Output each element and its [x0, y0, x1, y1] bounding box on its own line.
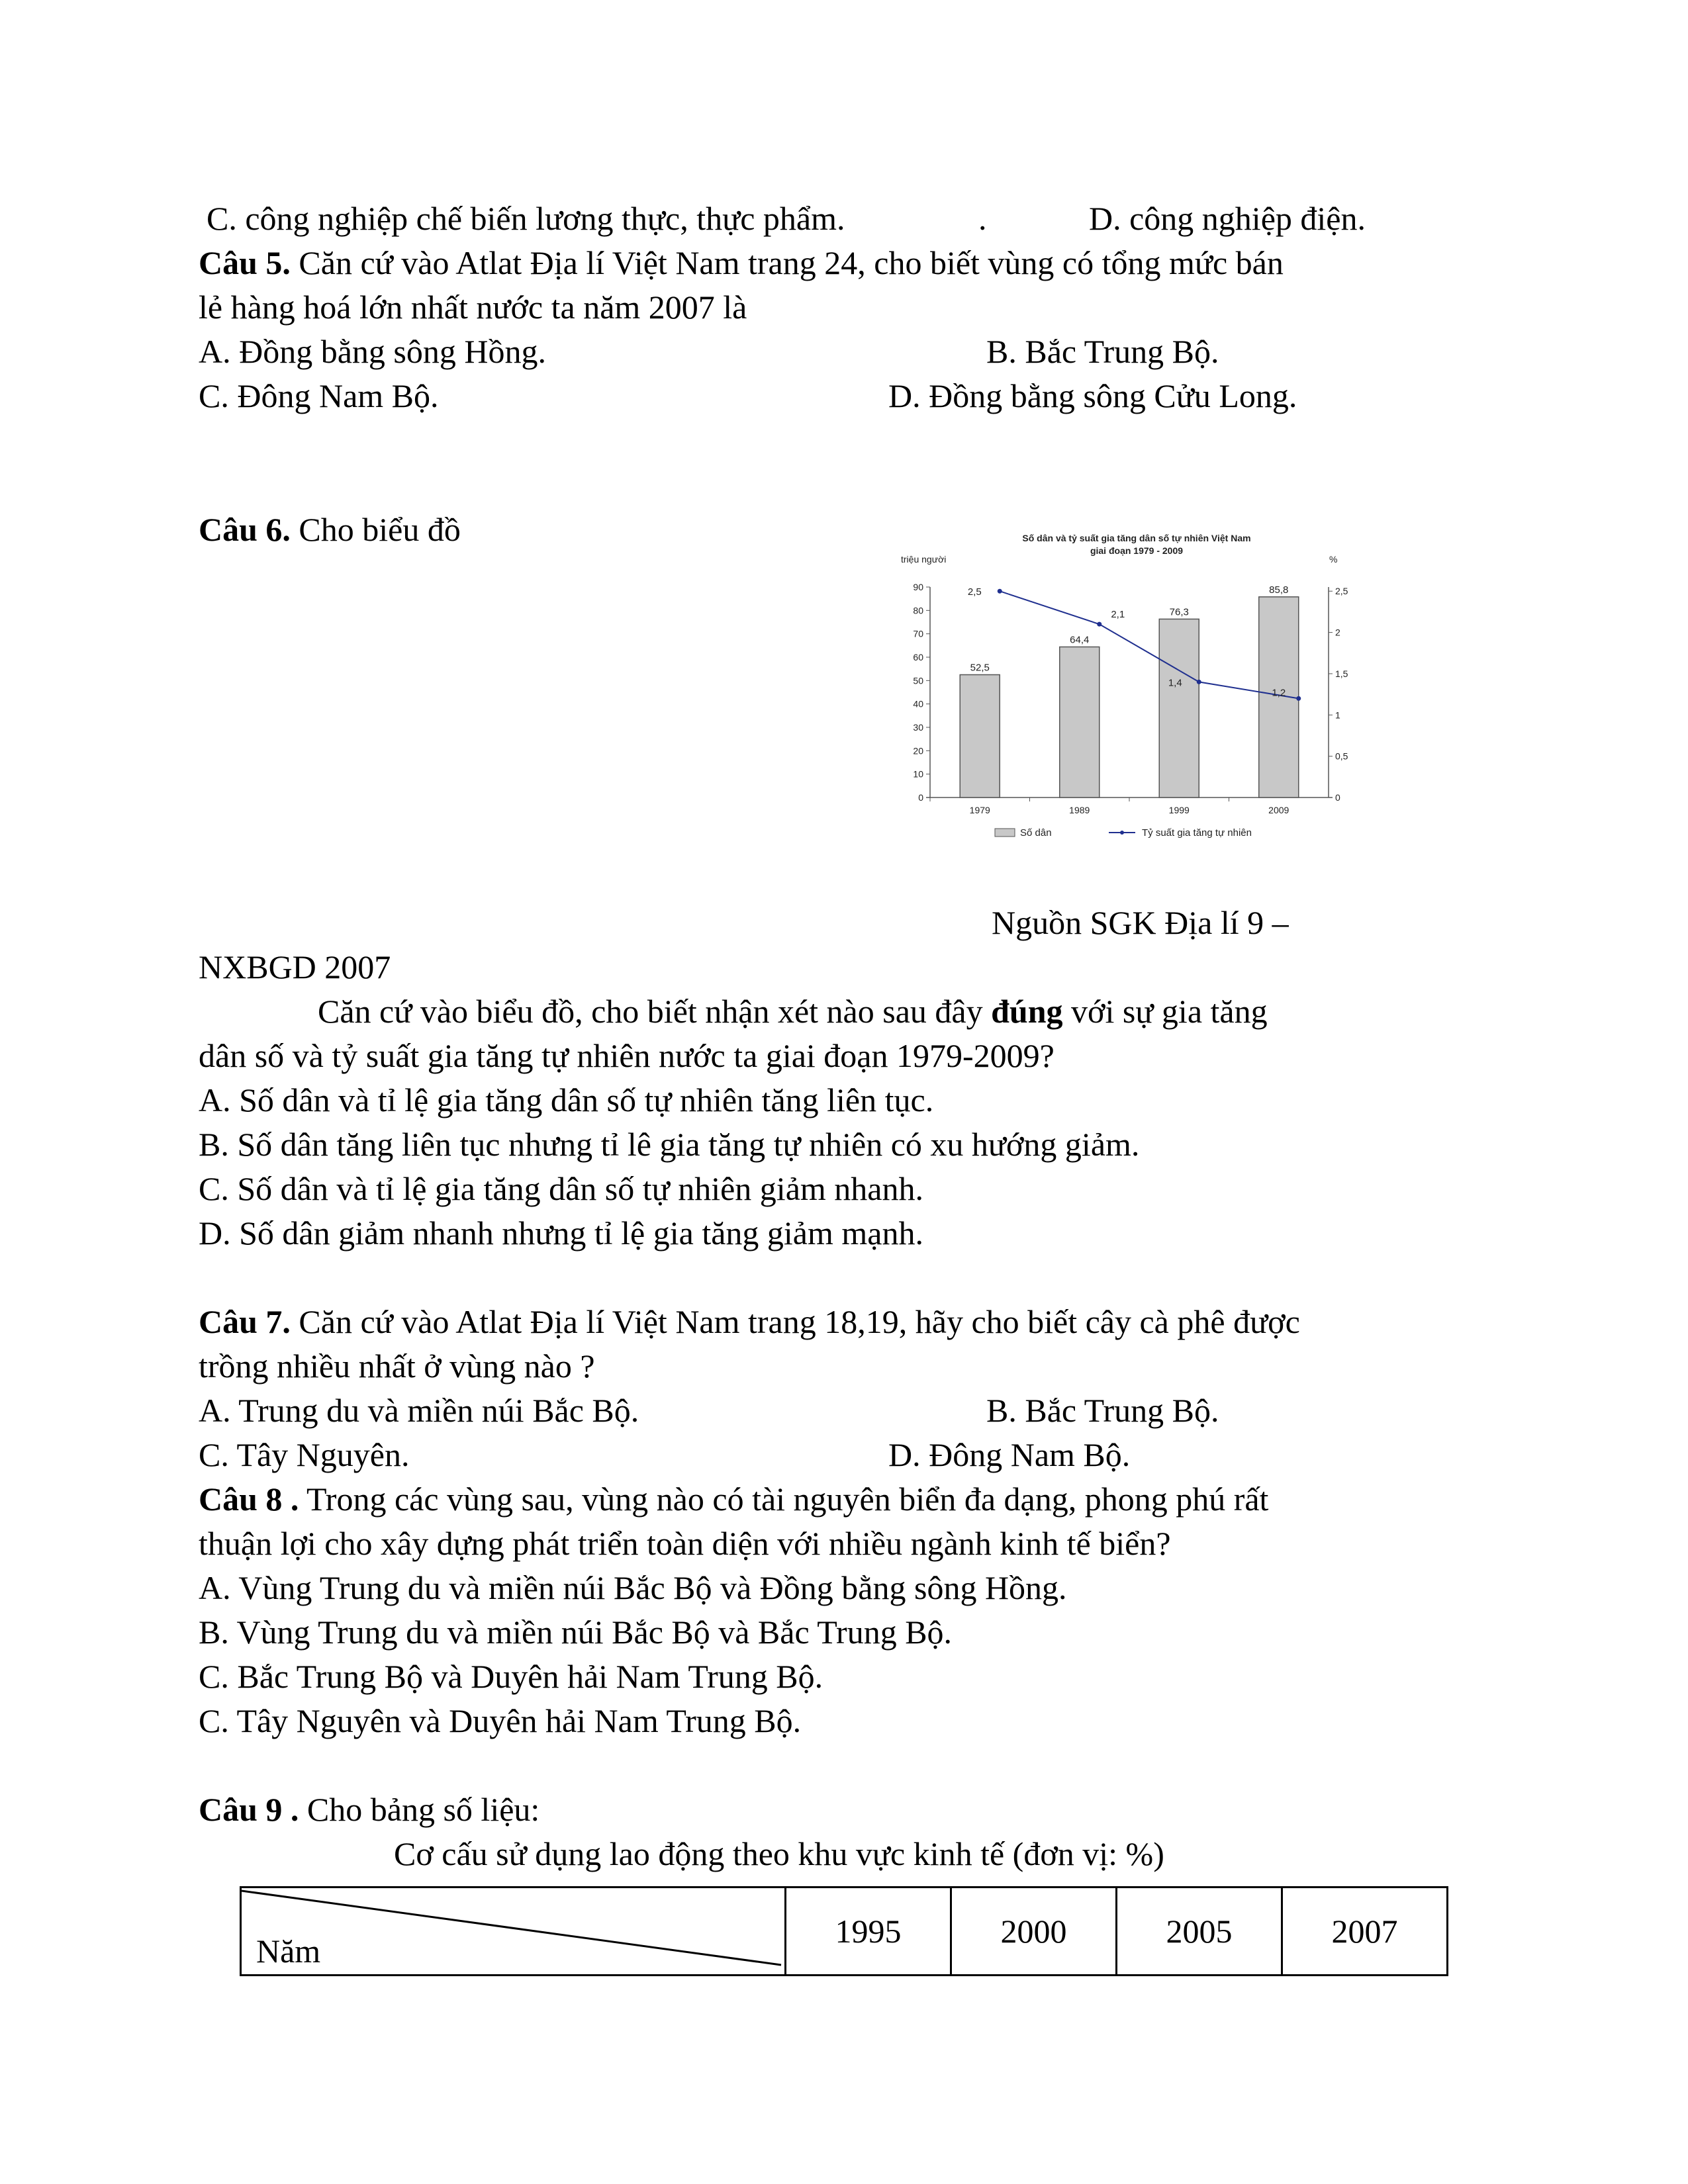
- chart-rate-line: [1000, 591, 1299, 698]
- q5-option-a: A. Đồng bằng sông Hồng.: [199, 333, 546, 370]
- legend-bar-label: Số dân: [1020, 827, 1052, 839]
- chart-xtick-label: 1979: [969, 805, 990, 815]
- q4-option-c: C. công nghiệp chế biến lương thực, thực phẩm.: [207, 200, 845, 237]
- chart-ytick-left-label: 10: [913, 768, 923, 780]
- table-diagonal: [242, 1888, 784, 1974]
- chart-ytick-left-label: 50: [913, 675, 923, 686]
- q5-option-b: B. Bắc Trung Bộ.: [986, 333, 1219, 370]
- q6-option-d: D. Số dân giảm nhanh nhưng tỉ lệ gia tăng giảm mạnh.: [199, 1214, 923, 1251]
- chart-ytick-left-label: 40: [913, 698, 923, 709]
- q5-label: Câu 5.: [199, 244, 291, 281]
- chart-rate-label: 2,1: [1111, 609, 1125, 621]
- q8-stem: Câu 8 . Trong các vùng sau, vùng nào có tài nguyên biển đa dạng, phong phú rất: [199, 1480, 1269, 1518]
- chart-ytick-right-label: 2,5: [1335, 586, 1348, 597]
- q9-table-title: Cơ cấu sử dụng lao động theo khu vực kinh tế (đơn vị: %): [394, 1835, 1164, 1872]
- chart-ytick-right-label: 0,5: [1335, 751, 1348, 762]
- table-header-year: 2005: [1117, 1888, 1282, 1976]
- chart-xtick-label: 1989: [1069, 805, 1090, 815]
- chart-rate-label: 1,2: [1272, 687, 1286, 699]
- chart-ytick-left-label: 60: [913, 652, 923, 662]
- legend-line-label: Tỷ suất gia tăng tự nhiên: [1142, 827, 1252, 839]
- q7-stem: Câu 7. Căn cứ vào Atlat Địa lí Việt Nam trang 18,19, hãy cho biết cây cà phê được: [199, 1303, 1300, 1340]
- chart-bar: [1159, 619, 1199, 797]
- q6-question-line2: dân số và tỷ suất gia tăng tự nhiên nước ta giai đoạn 1979-2009?: [199, 1037, 1055, 1074]
- chart-ylabel-left: triệu người: [901, 554, 947, 565]
- table-header-year: 1995: [786, 1888, 951, 1976]
- q8-stem-line2: thuận lợi cho xây dựng phát triển toàn diện với nhiều ngành kinh tế biển?: [199, 1525, 1171, 1562]
- chart-title: Số dân và tỷ suất gia tăng dân số tự nhiên Việt Nam: [1022, 533, 1251, 543]
- chart-ytick-left-label: 20: [913, 745, 923, 756]
- chart-ytick-left-label: 70: [913, 628, 923, 639]
- table-header-label: Năm: [256, 1933, 321, 1970]
- q6-option-c: C. Số dân và tỉ lệ gia tăng dân số tự nhiên giảm nhanh.: [199, 1170, 923, 1207]
- q6-label: Câu 6.: [199, 511, 291, 548]
- q8-option-b: B. Vùng Trung du và miền núi Bắc Bộ và Bắc Trung Bộ.: [199, 1614, 953, 1651]
- chart-ytick-right-label: 0: [1335, 792, 1340, 803]
- chart-bar-label: 85,8: [1269, 584, 1289, 596]
- table-header-row: [241, 1888, 1448, 1976]
- chart-rate-point: [998, 589, 1002, 594]
- q5-stem-line2: lẻ hàng hoá lớn nhất nước ta năm 2007 là: [199, 289, 747, 326]
- chart-ytick-left-label: 80: [913, 605, 923, 616]
- q7-label: Câu 7.: [199, 1303, 291, 1340]
- q8-option-d: C. Tây Nguyên và Duyên hải Nam Trung Bộ.: [199, 1702, 802, 1739]
- chart-xtick-label: 2009: [1268, 805, 1289, 815]
- legend-bar-swatch: [995, 829, 1015, 837]
- chart-ylabel-right: %: [1329, 554, 1338, 565]
- chart-legend: [995, 827, 1252, 839]
- chart-bar: [960, 675, 1000, 798]
- q8-option-a: A. Vùng Trung du và miền núi Bắc Bộ và Đồng bằng sông Hồng.: [199, 1569, 1067, 1606]
- q5-option-d: D. Đồng bằng sông Cửu Long.: [888, 377, 1297, 414]
- q9-stem: Câu 9 . Cho bảng số liệu:: [199, 1791, 540, 1828]
- chart-bar-label: 76,3: [1169, 606, 1189, 618]
- chart-bar-label: 52,5: [970, 662, 990, 674]
- table-corner-cell: [241, 1888, 786, 1976]
- chart-rate-point: [1197, 680, 1201, 684]
- chart-bar-label: 64,4: [1070, 634, 1090, 646]
- chart-ytick-right-label: 1,5: [1335, 668, 1348, 679]
- q9-label: Câu 9 .: [199, 1791, 299, 1828]
- table-header-year: 2000: [951, 1888, 1117, 1976]
- chart-ytick-left-label: 0: [918, 792, 923, 803]
- population-chart: [897, 529, 1380, 854]
- q6-question: Căn cứ vào biểu đồ, cho biết nhận xét nào sau đây đúng với sự gia tăng: [318, 993, 1268, 1030]
- q7-stem-line2: trồng nhiều nhất ở vùng nào ?: [199, 1347, 595, 1385]
- chart-ytick-right-label: 1: [1335, 709, 1340, 721]
- q6-option-b: B. Số dân tăng liên tục nhưng tỉ lê gia tăng tự nhiên có xu hướng giảm.: [199, 1126, 1140, 1163]
- chart-rate-point: [1296, 696, 1301, 701]
- chart-ytick-right-label: 2: [1335, 627, 1340, 638]
- legend-line-marker: [1120, 831, 1124, 835]
- q5-option-c: C. Đông Nam Bộ.: [199, 377, 439, 414]
- chart-rate-label: 2,5: [967, 586, 982, 598]
- chart-ytick-left-label: 90: [913, 582, 923, 592]
- q4-option-d: D. công nghiệp điện.: [1089, 200, 1366, 237]
- chart-rate-label: 1,4: [1168, 677, 1182, 689]
- q6-option-a: A. Số dân và tỉ lệ gia tăng dân số tự nhiên tăng liên tục.: [199, 1081, 934, 1118]
- q8-label: Câu 8 .: [199, 1480, 299, 1518]
- chart-bar: [1060, 647, 1100, 797]
- q6-stem: Câu 6. Cho biểu đồ: [199, 511, 461, 548]
- q8-option-c: C. Bắc Trung Bộ và Duyên hải Nam Trung Bộ.: [199, 1658, 823, 1695]
- table-header-year: 2007: [1282, 1888, 1448, 1976]
- q6-source-line2: NXBGD 2007: [199, 948, 391, 985]
- chart-subtitle: giai đoạn 1979 - 2009: [1090, 545, 1184, 556]
- q6-source-line1: Nguồn SGK Địa lí 9 –: [992, 904, 1289, 941]
- chart-rate-point: [1097, 622, 1102, 627]
- q5-stem: Câu 5. Căn cứ vào Atlat Địa lí Việt Nam trang 24, cho biết vùng có tổng mức bán: [199, 244, 1284, 281]
- labour-table: [240, 1886, 1448, 1976]
- q7-option-b: B. Bắc Trung Bộ.: [986, 1392, 1219, 1429]
- q7-option-d: D. Đông Nam Bộ.: [888, 1436, 1131, 1473]
- chart-xtick-label: 1999: [1168, 805, 1190, 815]
- q7-option-a: A. Trung du và miền núi Bắc Bộ.: [199, 1392, 639, 1429]
- q6-question-emphasis: đúng: [991, 993, 1063, 1030]
- chart-ytick-left-label: 30: [913, 722, 923, 733]
- q4-separator: .: [978, 200, 987, 237]
- q7-option-c: C. Tây Nguyên.: [199, 1436, 410, 1473]
